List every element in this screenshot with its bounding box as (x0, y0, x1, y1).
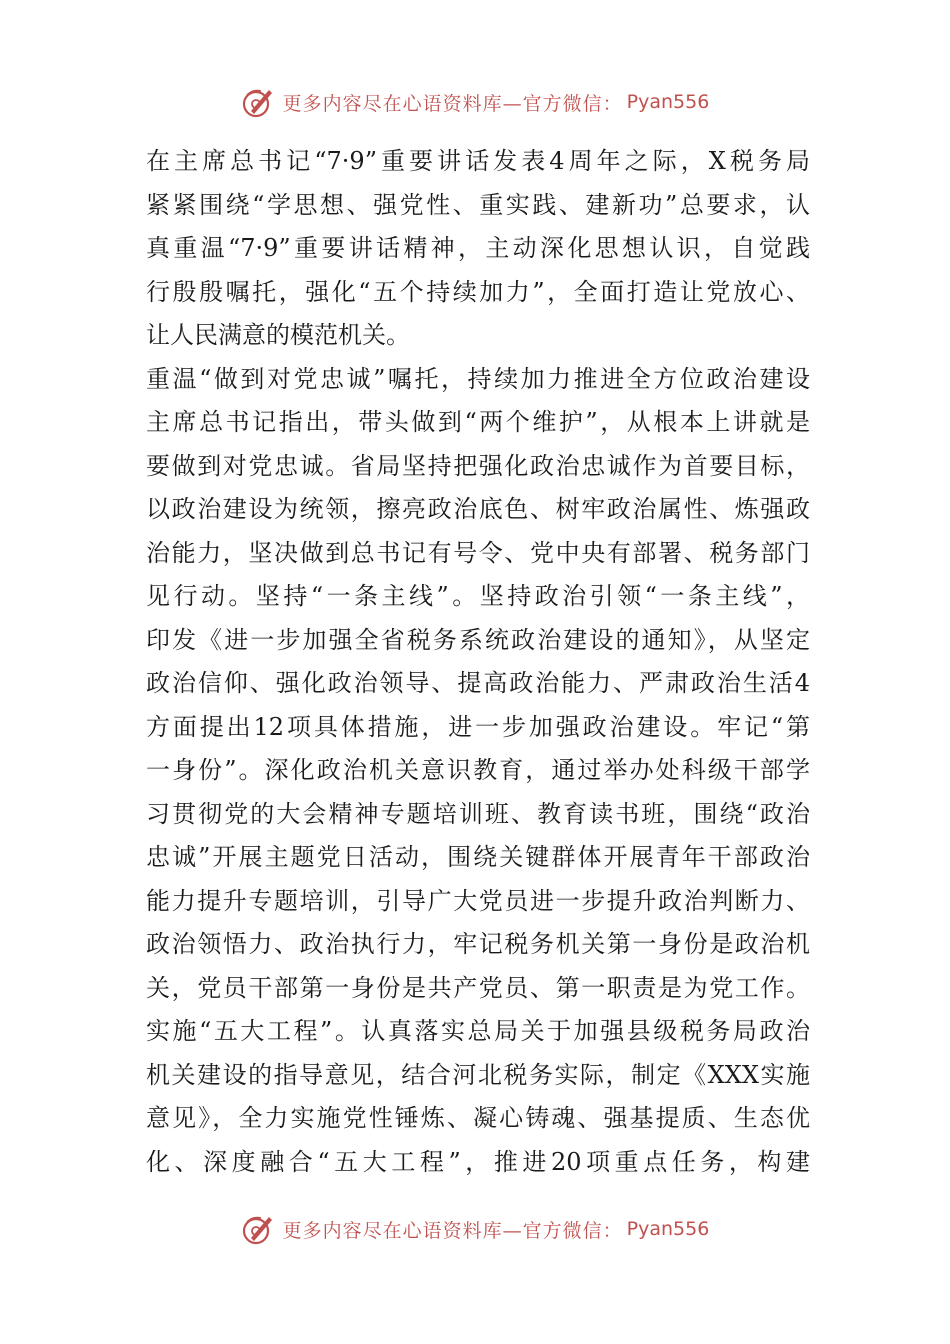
text-line: 方面提出12项具体措施，进一步加强政治建设。牢记“第 (146, 712, 810, 741)
text-line: 能力提升专题培训，引导广大党员进一步提升政治判断力、 (146, 886, 810, 915)
text-line: 让人民满意的模范机关。 (146, 321, 410, 349)
document-body (146, 140, 810, 1184)
text-line: 习贯彻党的大会精神专题培训班、教育读书班，围绕“政治 (146, 799, 810, 828)
text-line: 治能力，坚决做到总书记有号令、党中央有部署、税务部门 (146, 538, 810, 567)
text-line: 政治领悟力、政治执行力，牢记税务机关第一身份是政治机 (146, 930, 810, 958)
watermark-text: 更多内容尽在心语资料库—官方微信： (282, 1219, 623, 1242)
header-watermark (0, 82, 950, 122)
watermark-text: 更多内容尽在心语资料库—官方微信： (282, 92, 623, 115)
text-line: 忠诚”开展主题党日活动，围绕关键群体开展青年干部政治 (146, 843, 810, 871)
text-line: 行殷殷嘱托，强化“五个持续加力”，全面打造让党放心、 (146, 277, 810, 306)
text-line: 化、深度融合“五大工程”，推进20项重点任务，构建 (146, 1147, 810, 1176)
text-line: 真重温“7·9”重要讲话精神，主动深化思想认识，自觉践 (146, 234, 810, 262)
text-line: 要做到对党忠诚。省局坚持把强化政治忠诚作为首要目标， (146, 451, 810, 480)
text-line: 在主席总书记“7·9”重要讲话发表4周年之际，X税务局 (146, 147, 810, 175)
text-line: 印发《进一步加强全省税务系统政治建设的通知》，从坚定 (146, 625, 810, 654)
watermark-handle: Pyan556 (626, 1218, 710, 1240)
section-heading-line: 重温“做到对党忠诚”嘱托，持续加力推进全方位政治建设 (146, 364, 810, 393)
watermark-handle: Pyan556 (626, 91, 710, 113)
text-line: 政治信仰、强化政治领导、提高政治能力、严肃政治生活4 (146, 669, 810, 697)
text-line: 主席总书记指出，带头做到“两个维护”，从根本上讲就是 (146, 408, 810, 436)
text-line: 关，党员干部第一身份是共产党员、第一职责是为党工作。 (146, 973, 810, 1002)
pen-circle-logo-icon (241, 1212, 275, 1246)
text-line: 意见》，全力实施党性锤炼、凝心铸魂、强基提质、生态优 (146, 1104, 810, 1132)
footer-watermark (0, 1209, 950, 1249)
text-line: 紧紧围绕“学思想、强党性、重实践、建新功”总要求，认 (146, 190, 810, 219)
text-line: 实施“五大工程”。认真落实总局关于加强县级税务局政治 (146, 1017, 810, 1045)
text-line: 一身份”。深化政治机关意识教育，通过举办处科级干部学 (146, 756, 810, 784)
text-line: 见行动。坚持“一条主线”。坚持政治引领“一条主线”， (146, 582, 810, 610)
text-line: 以政治建设为统领，擦亮政治底色、树牢政治属性、炼强政 (146, 495, 810, 523)
pen-circle-logo-icon (241, 85, 275, 119)
text-line: 机关建设的指导意见，结合河北税务实际，制定《XXX实施 (146, 1060, 810, 1089)
